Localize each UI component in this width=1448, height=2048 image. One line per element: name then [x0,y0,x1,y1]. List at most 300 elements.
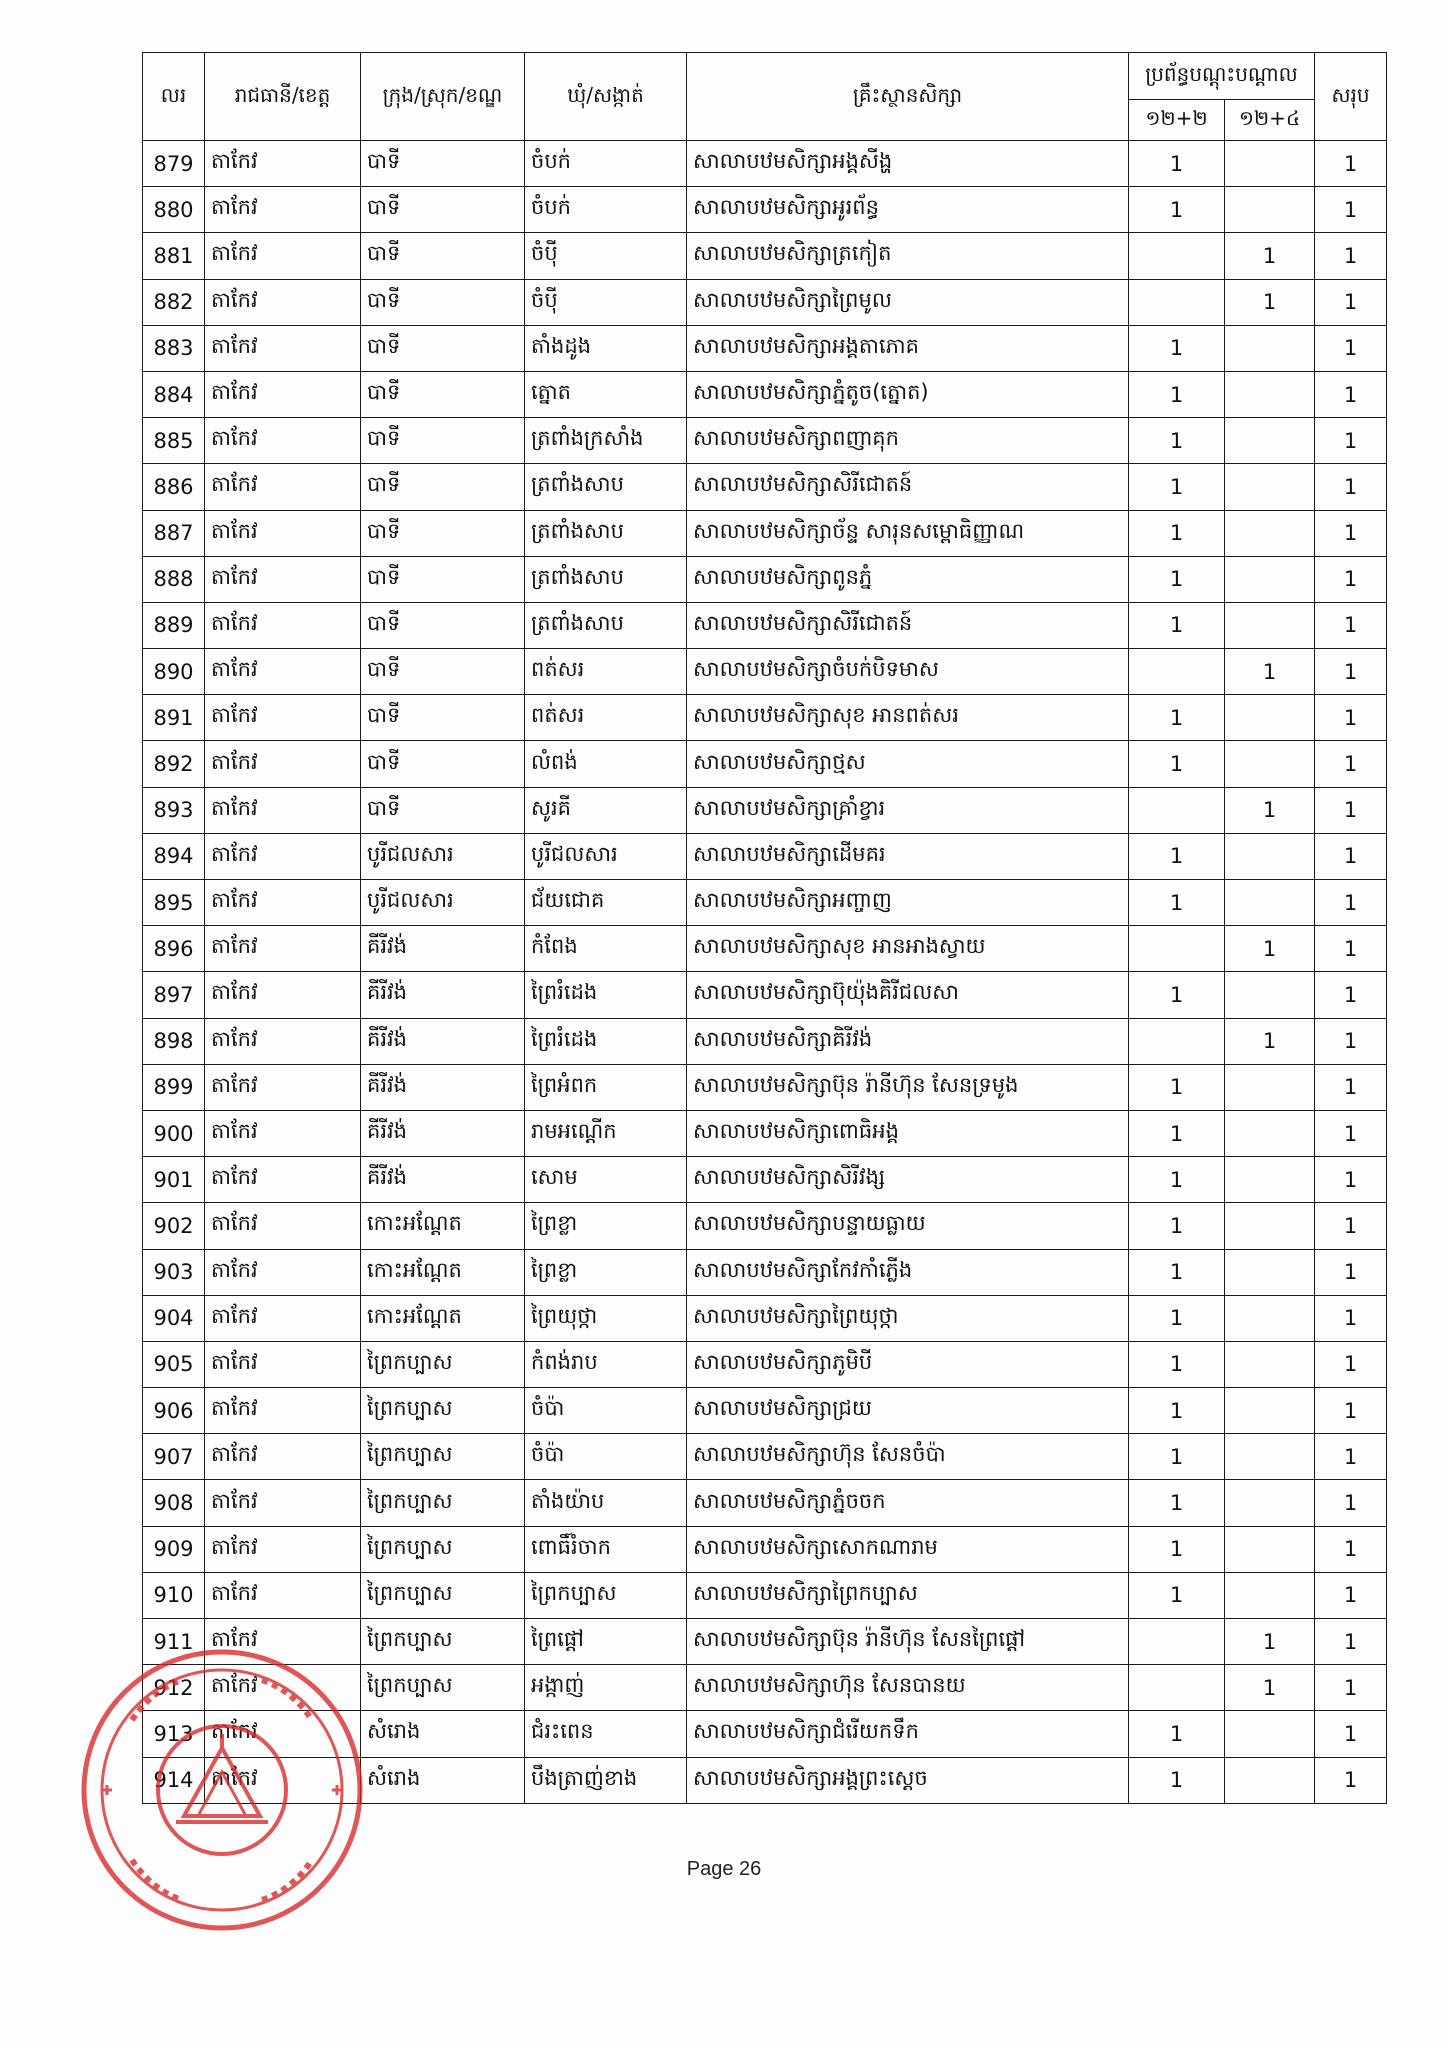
table-row [143,187,1387,233]
cell-province: តាកែវ [205,695,361,741]
cell-commune: ចំប៉ី [525,233,687,279]
cell-commune: ត្រពាំងសាប [525,510,687,556]
table-row [143,1572,1387,1618]
cell-school: សាលាបឋមសិក្សាសោកណារាម [687,1526,1129,1572]
cell-no: 892 [143,741,205,787]
cell-12-2 [1129,649,1225,695]
cell-province: តាកែវ [205,1665,361,1711]
cell-school: សាលាបឋមសិក្សាពូនភ្នំ [687,556,1129,602]
cell-province: តាកែវ [205,926,361,972]
cell-12-4 [1225,325,1315,371]
cell-province: តាកែវ [205,1619,361,1665]
cell-total: 1 [1315,325,1387,371]
cell-commune: ព្រៃរំដេង [525,972,687,1018]
cell-province: តាកែវ [205,649,361,695]
cell-commune: កំពង់រាប [525,1341,687,1387]
cell-commune: ត្រពាំងក្រសាំង [525,418,687,464]
cell-district: បូរីជលសារ [361,880,525,926]
col-header-12-2: ១២+២ [1129,100,1225,141]
cell-district: ព្រៃកប្បាស [361,1388,525,1434]
cell-commune: តាំងយ៉ាប [525,1480,687,1526]
cell-province: តាកែវ [205,833,361,879]
cell-school: សាលាបឋមសិក្សាចំបក់បិទមាស [687,649,1129,695]
cell-12-4 [1225,418,1315,464]
cell-no: 890 [143,649,205,695]
cell-district: បាទី [361,510,525,556]
table-row [143,1480,1387,1526]
cell-province: តាកែវ [205,325,361,371]
cell-district: បាទី [361,325,525,371]
cell-total: 1 [1315,556,1387,602]
cell-school: សាលាបឋមសិក្សាថ្មស [687,741,1129,787]
cell-school: សាលាបឋមសិក្សាអូរព័ន្ធ [687,187,1129,233]
cell-total: 1 [1315,695,1387,741]
cell-province: តាកែវ [205,880,361,926]
table-header [143,53,1387,141]
school-registry-table [142,52,1387,1804]
cell-no: 885 [143,418,205,464]
cell-12-4: 1 [1225,1619,1315,1665]
table-row [143,1018,1387,1064]
cell-district: បាទី [361,279,525,325]
col-header-province: រាជធានី/ខេត្ត [205,53,361,141]
cell-no: 908 [143,1480,205,1526]
cell-12-2: 1 [1129,833,1225,879]
cell-commune: បូរីជលសារ [525,833,687,879]
cell-school: សាលាបឋមសិក្សាគិរីវង់ [687,1018,1129,1064]
cell-province: តាកែវ [205,1480,361,1526]
cell-no: 902 [143,1203,205,1249]
cell-12-2 [1129,926,1225,972]
cell-12-4 [1225,741,1315,787]
cell-district: សំរោង [361,1711,525,1757]
cell-province: តាកែវ [205,787,361,833]
cell-province: តាកែវ [205,1434,361,1480]
cell-12-2 [1129,1665,1225,1711]
table-row [143,972,1387,1018]
cell-school: សាលាបឋមសិក្សាដើមគរ [687,833,1129,879]
cell-province: តាកែវ [205,1110,361,1156]
cell-no: 907 [143,1434,205,1480]
cell-no: 897 [143,972,205,1018]
cell-province: តាកែវ [205,1064,361,1110]
cell-district: ព្រៃកប្បាស [361,1341,525,1387]
cell-no: 899 [143,1064,205,1110]
table-row [143,787,1387,833]
table-row [143,1295,1387,1341]
cell-district: គីរីវង់ [361,1064,525,1110]
cell-no: 884 [143,371,205,417]
cell-12-4 [1225,1341,1315,1387]
cell-12-2: 1 [1129,602,1225,648]
cell-commune: ព្រៃយុថ្កា [525,1295,687,1341]
cell-total: 1 [1315,141,1387,187]
table-row [143,1064,1387,1110]
cell-province: តាកែវ [205,279,361,325]
cell-province: តាកែវ [205,187,361,233]
cell-school: សាលាបឋមសិក្សាសិរីវង្ស [687,1157,1129,1203]
cell-commune: ត្រពាំងសាប [525,602,687,648]
cell-district: គីរីវង់ [361,1018,525,1064]
table-row [143,510,1387,556]
cell-12-2 [1129,1018,1225,1064]
cell-total: 1 [1315,1110,1387,1156]
cell-no: 887 [143,510,205,556]
cell-no: 880 [143,187,205,233]
cell-no: 881 [143,233,205,279]
cell-12-2: 1 [1129,1295,1225,1341]
cell-province: តាកែវ [205,233,361,279]
cell-province: តាកែវ [205,1341,361,1387]
cell-district: ព្រៃកប្បាស [361,1572,525,1618]
cell-12-2: 1 [1129,1064,1225,1110]
cell-total: 1 [1315,1203,1387,1249]
cell-12-2: 1 [1129,1203,1225,1249]
cell-12-4 [1225,1295,1315,1341]
cell-12-2: 1 [1129,464,1225,510]
cell-district: បាទី [361,556,525,602]
cell-district: កោះអណ្តែត [361,1295,525,1341]
cell-12-4 [1225,556,1315,602]
cell-12-2: 1 [1129,1249,1225,1295]
cell-province: តាកែវ [205,1018,361,1064]
cell-school: សាលាបឋមសិក្សាអង្គសីង្ហ [687,141,1129,187]
cell-commune: អង្កាញ់ [525,1665,687,1711]
table-row [143,464,1387,510]
cell-total: 1 [1315,741,1387,787]
cell-total: 1 [1315,418,1387,464]
cell-no: 891 [143,695,205,741]
cell-12-4 [1225,602,1315,648]
cell-12-4 [1225,880,1315,926]
table-row [143,418,1387,464]
cell-school: សាលាបឋមសិក្សាជ្រយ [687,1388,1129,1434]
page-number: Page 26 [686,1858,762,1880]
col-header-no: លរ [143,53,205,141]
cell-12-2: 1 [1129,1480,1225,1526]
cell-commune: រាមអណ្តើក [525,1110,687,1156]
cell-province: តាកែវ [205,141,361,187]
cell-district: ព្រៃកប្បាស [361,1526,525,1572]
cell-total: 1 [1315,279,1387,325]
table-row [143,1526,1387,1572]
cell-no: 894 [143,833,205,879]
cell-12-2 [1129,279,1225,325]
cell-total: 1 [1315,233,1387,279]
cell-total: 1 [1315,1711,1387,1757]
cell-12-2: 1 [1129,556,1225,602]
cell-commune: ត្រពាំងសាប [525,556,687,602]
cell-commune: ចំបក់ [525,141,687,187]
cell-commune: ព្រៃផ្តៅ [525,1619,687,1665]
cell-12-4 [1225,1526,1315,1572]
cell-district: បាទី [361,187,525,233]
cell-district: បាទី [361,141,525,187]
cell-province: តាកែវ [205,1157,361,1203]
cell-school: សាលាបឋមសិក្សាភូមិបី [687,1341,1129,1387]
col-header-total: សរុប [1315,53,1387,141]
cell-commune: ពត់សរ [525,695,687,741]
cell-no: 893 [143,787,205,833]
cell-school: សាលាបឋមសិក្សាប៊ុន រ៉ានីហ៊ុន សែនព្រៃផ្តៅ [687,1619,1129,1665]
cell-school: សាលាបឋមសិក្សាព្រៃយុថ្កា [687,1295,1129,1341]
cell-district: គីរីវង់ [361,972,525,1018]
cell-no: 886 [143,464,205,510]
cell-12-2: 1 [1129,371,1225,417]
cell-province: តាកែវ [205,972,361,1018]
cell-district: កោះអណ្តែត [361,1249,525,1295]
cell-school: សាលាបឋមសិក្សាបន្ទាយធ្លាយ [687,1203,1129,1249]
cell-total: 1 [1315,972,1387,1018]
cell-no: 898 [143,1018,205,1064]
table-row [143,1757,1387,1803]
col-header-district: ក្រុង/ស្រុក/ខណ្ឌ [361,53,525,141]
cell-province: តាកែវ [205,556,361,602]
cell-no: 889 [143,602,205,648]
cell-12-2: 1 [1129,1157,1225,1203]
table-row [143,602,1387,648]
table-row [143,880,1387,926]
cell-12-4 [1225,972,1315,1018]
table-body [143,141,1387,1804]
cell-district: ព្រៃកប្បាស [361,1619,525,1665]
cell-no: 896 [143,926,205,972]
table-row [143,1711,1387,1757]
cell-no: 905 [143,1341,205,1387]
cell-district: បាទី [361,418,525,464]
cell-no: 904 [143,1295,205,1341]
table-row [143,1665,1387,1711]
cell-school: សាលាបឋមសិក្សាច័ន្ទ សារុនសម្ពោធិញ្ញាណ [687,510,1129,556]
cell-no: 910 [143,1572,205,1618]
cell-12-2: 1 [1129,141,1225,187]
cell-district: ព្រៃកប្បាស [361,1434,525,1480]
cell-province: តាកែវ [205,1572,361,1618]
cell-school: សាលាបឋមសិក្សាគ្រាំខ្វារ [687,787,1129,833]
cell-province: តាកែវ [205,418,361,464]
cell-school: សាលាបឋមសិក្សាសិរីជោតន៍ [687,464,1129,510]
cell-12-2 [1129,1619,1225,1665]
cell-no: 888 [143,556,205,602]
table-row [143,1619,1387,1665]
col-header-training-system: ប្រព័ន្ធបណ្តុះបណ្តាល [1129,53,1315,100]
table-row [143,1341,1387,1387]
cell-no: 909 [143,1526,205,1572]
cell-total: 1 [1315,464,1387,510]
cell-total: 1 [1315,1157,1387,1203]
cell-total: 1 [1315,1064,1387,1110]
cell-12-4 [1225,464,1315,510]
cell-total: 1 [1315,602,1387,648]
cell-province: តាកែវ [205,1526,361,1572]
cell-district: បាទី [361,233,525,279]
table-row [143,1203,1387,1249]
cell-school: សាលាបឋមសិក្សាពោធិអង្គ [687,1110,1129,1156]
cell-school: សាលាបឋមសិក្សាសុខ អានពត់សរ [687,695,1129,741]
cell-no: 883 [143,325,205,371]
cell-12-2: 1 [1129,418,1225,464]
col-header-school: គ្រឹះស្ថានសិក្សា [687,53,1129,141]
cell-province: តាកែវ [205,1203,361,1249]
cell-district: គីរីវង់ [361,1157,525,1203]
cell-district: ព្រៃកប្បាស [361,1480,525,1526]
cell-12-4: 1 [1225,926,1315,972]
cell-12-4: 1 [1225,1665,1315,1711]
cell-total: 1 [1315,1249,1387,1295]
cell-12-4 [1225,1157,1315,1203]
cell-school: សាលាបឋមសិក្សាសិរីជោតន៍ [687,602,1129,648]
cell-12-4 [1225,833,1315,879]
cell-district: បាទី [361,741,525,787]
cell-12-4 [1225,510,1315,556]
cell-commune: ព្រៃកប្បាស [525,1572,687,1618]
table-row [143,926,1387,972]
cell-district: កោះអណ្តែត [361,1203,525,1249]
cell-no: 901 [143,1157,205,1203]
table-row [143,1388,1387,1434]
cell-province: តាកែវ [205,1295,361,1341]
cell-12-4 [1225,1064,1315,1110]
cell-12-4 [1225,1249,1315,1295]
cell-commune: បឹងត្រាញ់ខាង [525,1757,687,1803]
cell-school: សាលាបឋមសិក្សាកែវកាំភ្លើង [687,1249,1129,1295]
cell-total: 1 [1315,1526,1387,1572]
cell-no: 911 [143,1619,205,1665]
cell-total: 1 [1315,787,1387,833]
cell-12-4 [1225,1572,1315,1618]
cell-12-4 [1225,1110,1315,1156]
cell-no: 882 [143,279,205,325]
cell-commune: សោម [525,1157,687,1203]
cell-no: 879 [143,141,205,187]
cell-school: សាលាបឋមសិក្សាប៊ុយ៉ុងគិរីជលសា [687,972,1129,1018]
table-row [143,1249,1387,1295]
cell-commune: ព្រៃខ្លា [525,1203,687,1249]
cell-school: សាលាបឋមសិក្សាត្រកៀត [687,233,1129,279]
table-row [143,695,1387,741]
table-row [143,1110,1387,1156]
cell-commune: ចំប៉ា [525,1434,687,1480]
cell-commune: តាំងដូង [525,325,687,371]
cell-total: 1 [1315,1619,1387,1665]
cell-12-4: 1 [1225,279,1315,325]
cell-school: សាលាបឋមសិក្សាហ៊ុន សែនចំប៉ា [687,1434,1129,1480]
cell-province: តាកែវ [205,1711,361,1757]
cell-province: តាកែវ [205,1388,361,1434]
cell-school: សាលាបឋមសិក្សាសុខ អានអាងស្វាយ [687,926,1129,972]
cell-commune: ជ័យជោគ [525,880,687,926]
cell-no: 913 [143,1711,205,1757]
table-row [143,141,1387,187]
cell-commune: ចំប៉ី [525,279,687,325]
table-row [143,649,1387,695]
cell-school: សាលាបឋមសិក្សាប៊ុន រ៉ានីហ៊ុន សែនទ្រមូង [687,1064,1129,1110]
table-row [143,741,1387,787]
cell-district: បាទី [361,649,525,695]
cell-district: សំរោង [361,1757,525,1803]
cell-school: សាលាបឋមសិក្សាភ្នំតូច(ត្នោត) [687,371,1129,417]
cell-12-2: 1 [1129,1757,1225,1803]
cell-total: 1 [1315,1388,1387,1434]
cell-total: 1 [1315,1572,1387,1618]
cell-district: ព្រៃកប្បាស [361,1665,525,1711]
cell-12-4 [1225,1480,1315,1526]
cell-total: 1 [1315,1434,1387,1480]
cell-district: បាទី [361,695,525,741]
cell-total: 1 [1315,1757,1387,1803]
cell-total: 1 [1315,1480,1387,1526]
cell-total: 1 [1315,1665,1387,1711]
cell-commune: កំពែង [525,926,687,972]
cell-commune: ព្រៃអំពក [525,1064,687,1110]
cell-12-4 [1225,1711,1315,1757]
cell-total: 1 [1315,880,1387,926]
cell-12-2: 1 [1129,741,1225,787]
cell-12-2: 1 [1129,1434,1225,1480]
cell-no: 903 [143,1249,205,1295]
cell-12-4 [1225,1434,1315,1480]
cell-12-4 [1225,1388,1315,1434]
cell-12-4: 1 [1225,649,1315,695]
cell-school: សាលាបឋមសិក្សាហ៊ុន សែនបានយ [687,1665,1129,1711]
cell-12-4 [1225,1203,1315,1249]
cell-province: តាកែវ [205,602,361,648]
cell-province: តាកែវ [205,464,361,510]
cell-12-2: 1 [1129,1526,1225,1572]
cell-no: 914 [143,1757,205,1803]
cell-12-2: 1 [1129,695,1225,741]
cell-12-4 [1225,187,1315,233]
cell-district: គីរីវង់ [361,926,525,972]
cell-district: បាទី [361,371,525,417]
cell-province: តាកែវ [205,371,361,417]
cell-total: 1 [1315,510,1387,556]
cell-12-2: 1 [1129,1572,1225,1618]
cell-school: សាលាបឋមសិក្សាព្រៃមូល [687,279,1129,325]
cell-school: សាលាបឋមសិក្សាអង្គតាភោគ [687,325,1129,371]
cell-12-2 [1129,787,1225,833]
cell-12-4 [1225,371,1315,417]
cell-12-2: 1 [1129,1110,1225,1156]
cell-commune: ពត់សរ [525,649,687,695]
cell-commune: ព្រៃខ្លា [525,1249,687,1295]
cell-school: សាលាបឋមសិក្សាជំរើយកទឹក [687,1711,1129,1757]
cell-commune: ត្នោត [525,371,687,417]
cell-12-2 [1129,233,1225,279]
cell-12-4: 1 [1225,1018,1315,1064]
cell-district: គីរីវង់ [361,1110,525,1156]
cell-commune: សូរគី [525,787,687,833]
cell-total: 1 [1315,649,1387,695]
cell-district: បាទី [361,464,525,510]
cell-12-2: 1 [1129,880,1225,926]
cell-commune: លំពង់ [525,741,687,787]
cell-commune: ត្រពាំងសាប [525,464,687,510]
cell-no: 912 [143,1665,205,1711]
table-row [143,1434,1387,1480]
cell-school: សាលាបឋមសិក្សាអញ្ចាញ [687,880,1129,926]
cell-total: 1 [1315,1018,1387,1064]
cell-school: សាលាបឋមសិក្សាអង្គព្រះស្តេច [687,1757,1129,1803]
cell-district: បូរីជលសារ [361,833,525,879]
table-row [143,325,1387,371]
table-row [143,556,1387,602]
cell-total: 1 [1315,926,1387,972]
cell-province: តាកែវ [205,1249,361,1295]
table-row [143,279,1387,325]
cell-school: សាលាបឋមសិក្សាព្រៃកប្បាស [687,1572,1129,1618]
cell-12-2: 1 [1129,1711,1225,1757]
